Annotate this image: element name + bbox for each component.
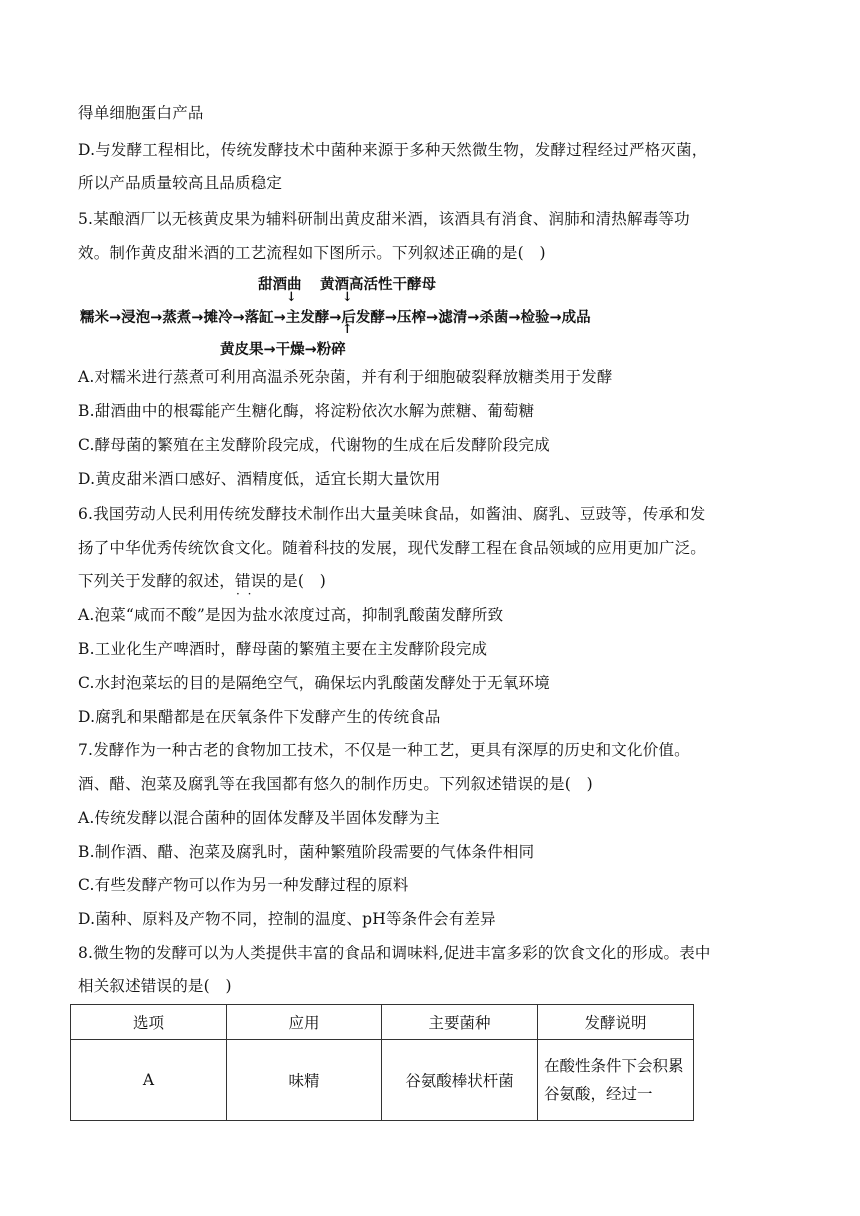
option-b: B.甜酒曲中的根霉能产生糖化酶，将淀粉依次水解为蔗糖、葡萄糖: [78, 402, 535, 420]
table-cell: 味精: [227, 1040, 382, 1121]
stem-text: 下列关于发酵的叙述，: [78, 572, 236, 590]
flow-main-chain: 糯米→浸泡→蒸煮→摊冷→落缸→主发酵→后发酵→压榨→滤清→杀菌→检验→成品: [80, 310, 591, 326]
option-a: A.泡菜“咸而不酸”是因为盐水浓度过高，抑制乳酸菌发酵所致: [78, 606, 504, 624]
table-row: [71, 1040, 694, 1121]
emphasis-text: 错误 · ·: [235, 572, 266, 590]
text-line: D.与发酵工程相比，传统发酵技术中菌种来源于多种天然微生物，发酵过程经过严格灭菌，: [78, 141, 708, 159]
text-line: 5.某酿酒厂以无核黄皮果为辅料研制出黄皮甜米酒，该酒具有消食、润肺和清热解毒等功: [78, 210, 690, 228]
text-line: 酒、醋、泡菜及腐乳等在我国都有悠久的制作历史。下列叙述错误的是( ): [78, 775, 593, 793]
flow-input-top-left: 甜酒曲: [258, 277, 302, 293]
option-c: C.酵母菌的繁殖在主发酵阶段完成，代谢物的生成在后发酵阶段完成: [78, 436, 550, 454]
stem-text: 的是( ): [266, 572, 327, 590]
text-line: 7.发酵作为一种古老的食物加工技术，不仅是一种工艺，更具有深厚的历史和文化价值。: [78, 741, 690, 759]
question-6-stem: [78, 571, 326, 591]
option-d: D.菌种、原料及产物不同，控制的温度、pH等条件会有差异: [78, 910, 496, 928]
flow-input-bottom: 黄皮果→干燥→粉碎: [220, 342, 346, 358]
text-line: 8.微生物的发酵可以为人类提供丰富的食品和调味料,促进丰富多彩的饮食文化的形成。表中: [78, 944, 711, 962]
flow-input-top-right: 黄酒高活性干酵母: [320, 277, 436, 293]
table-header: 应用: [227, 1005, 382, 1040]
option-c: C.水封泡菜坛的目的是隔绝空气，确保坛内乳酸菌发酵处于无氧环境: [78, 674, 550, 692]
table-header: 选项: [71, 1005, 227, 1040]
option-c: C.有些发酵产物可以作为另一种发酵过程的原料: [78, 876, 409, 894]
text-line: 6.我国劳动人民利用传统发酵技术制作出大量美味食品，如酱油、腐乳、豆豉等，传承和发: [78, 505, 706, 523]
table-header: 发酵说明: [538, 1005, 694, 1040]
option-a: A.传统发酵以混合菌种的固体发酵及半固体发酵为主: [78, 809, 440, 827]
table-cell: A: [71, 1040, 227, 1121]
option-d: D.腐乳和果醋都是在厌氧条件下发酵产生的传统食品: [78, 708, 441, 726]
arrow-up-icon: ↑: [342, 322, 353, 337]
arrow-down-icon: ↓: [342, 290, 353, 305]
table-header: 主要菌种: [382, 1005, 538, 1040]
text-line: 所以产品质量较高且品质稳定: [78, 174, 283, 192]
text-line: 得单细胞蛋白产品: [78, 104, 204, 122]
option-d: D.黄皮甜米酒口感好、酒精度低，适宜长期大量饮用: [78, 470, 441, 488]
option-a: A.对糯米进行蒸煮可利用高温杀死杂菌，并有利于细胞破裂释放糖类用于发酵: [78, 368, 613, 386]
text-line: 相关叙述错误的是( ): [78, 977, 232, 995]
text-line: 效。制作黄皮甜米酒的工艺流程如下图所示。下列叙述正确的是( ): [78, 244, 546, 262]
table-cell: 在酸性条件下会积累谷氨酸，经过一: [538, 1040, 694, 1121]
table-header-row: [71, 1005, 694, 1040]
option-b: B.制作酒、醋、泡菜及腐乳时，菌种繁殖阶段需要的气体条件相同: [78, 843, 535, 861]
option-b: B.工业化生产啤酒时，酵母菌的繁殖主要在主发酵阶段完成: [78, 640, 488, 658]
table-cell: 谷氨酸棒状杆菌: [382, 1040, 538, 1121]
options-table: [70, 1004, 694, 1121]
arrow-down-icon: ↓: [286, 290, 297, 305]
text-line: 扬了中华优秀传统饮食文化。随着科技的发展，现代发酵工程在食品领域的应用更加广泛。: [78, 539, 707, 557]
